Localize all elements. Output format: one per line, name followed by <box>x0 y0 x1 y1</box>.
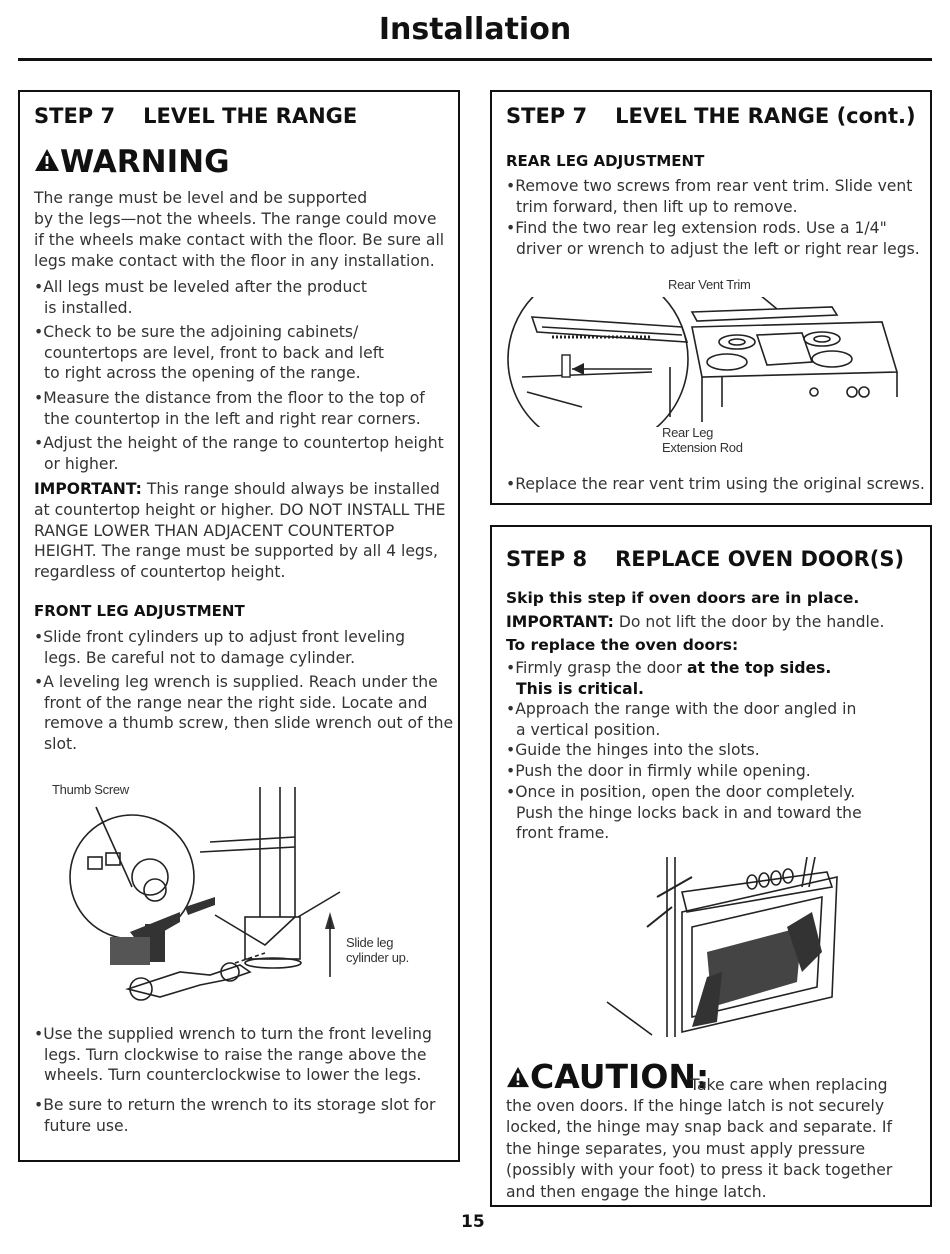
list-item: •Find the two rear leg extension rods. Use a 1/4" driver or wrench to adjust the left or right rear legs. <box>506 219 920 258</box>
important-note <box>506 612 926 633</box>
step8-panel <box>490 525 932 1207</box>
rear-leg-illustration <box>502 297 922 427</box>
list-item: •Use the supplied wrench to turn the front leveling legs. Turn clockwise to raise the range above the wheels. Turn counterclockwise to lower the legs. <box>34 1025 432 1084</box>
list-item: •A leveling leg wrench is supplied. Reach under the front of the range near the right side. Locate and remove a thumb screw, then slide wrench out of the slot. <box>34 673 454 753</box>
bullet-bold: This is critical. <box>516 679 644 698</box>
label-line: Rear Leg <box>662 425 714 440</box>
bullet-text: •Firmly grasp the door <box>506 659 682 677</box>
list-item: •Guide the hinges into the slots. <box>506 741 760 759</box>
list-item: •Once in position, open the door completely. Push the hinge locks back in and toward the front frame. <box>506 783 862 842</box>
warning-line: The range must be level and be supported <box>34 189 368 207</box>
step7-cont-panel <box>490 90 932 505</box>
step-name: LEVEL THE RANGE <box>143 104 358 128</box>
important-note <box>34 479 450 583</box>
warning-heading <box>34 144 230 180</box>
skip-note: Skip this step if oven doors are in place. <box>506 589 860 607</box>
oven-door-illustration <box>587 857 847 1047</box>
step-name: REPLACE OVEN DOOR(S) <box>615 547 905 571</box>
step7-heading <box>34 104 357 128</box>
front-leg-illustration <box>40 767 450 1002</box>
bullet-bold: at the top sides. <box>686 659 832 677</box>
step8-heading <box>506 547 904 571</box>
list-item: •Approach the range with the door angled in a vertical position. <box>506 700 857 739</box>
list-item: •Slide front cylinders up to adjust front leveling legs. Be careful not to damage cylinder. <box>34 628 406 667</box>
warning-line: legs make contact with the floor in any installation. <box>34 252 435 270</box>
list-item: •All legs must be leveled after the product is installed. <box>34 278 368 317</box>
list-item: •Push the door in firmly while opening. <box>506 762 811 780</box>
step-number: STEP 7 <box>34 104 116 128</box>
rear-vent-trim-label: Rear Vent Trim <box>668 277 751 292</box>
caution-label: CAUTION: <box>530 1057 710 1096</box>
warning-triangle-icon <box>506 1066 530 1088</box>
list-item <box>506 658 936 699</box>
page-title: Installation <box>378 12 572 47</box>
list-item: •Replace the rear vent trim using the original screws. <box>506 475 925 493</box>
rear-leg-heading: REAR LEG ADJUSTMENT <box>506 152 705 170</box>
caution-first-line: Take care when replacing <box>690 1076 888 1094</box>
important-label: IMPORTANT: <box>34 480 142 498</box>
replace-heading: To replace the oven doors: <box>506 636 739 654</box>
important-label: IMPORTANT: <box>506 613 614 631</box>
list-item: •Be sure to return the wrench to its storage slot for future use. <box>34 1096 436 1135</box>
step-number: STEP 8 <box>506 547 588 571</box>
caution-heading <box>506 1057 709 1096</box>
rear-leg-rod-label <box>662 425 743 455</box>
front-leg-heading: FRONT LEG ADJUSTMENT <box>34 602 245 620</box>
list-item: •Measure the distance from the floor to the top of the countertop in the left and right rear corners. <box>34 389 425 428</box>
important-text: Do not lift the door by the handle. <box>618 613 885 631</box>
warning-triangle-icon <box>34 148 60 172</box>
list-item: •Check to be sure the adjoining cabinets/ countertops are level, front to back and left to right across the opening of the range. <box>34 323 385 382</box>
warning-text <box>34 188 454 272</box>
step7-panel <box>18 90 460 1162</box>
label-line: Slide leg <box>346 935 394 950</box>
label-line: Extension Rod <box>662 440 743 455</box>
caution-text: the oven doors. If the hinge latch is not securely locked, the hinge may snap back and separate. If the hinge separates, you must apply pressure (possibly with your foot) to press it back together and then engage the hinge latch. <box>506 1097 893 1201</box>
step-number: STEP 7 <box>506 104 588 128</box>
thumb-screw-label: Thumb Screw <box>52 782 129 797</box>
header-rule <box>18 58 932 61</box>
warning-line: if the wheels make contact with the floor. Be sure all <box>34 231 445 249</box>
step-name: LEVEL THE RANGE (cont.) <box>615 104 916 128</box>
warning-label: WARNING <box>60 144 230 180</box>
page-number: 15 <box>461 1212 485 1232</box>
step7-cont-heading <box>506 104 916 128</box>
list-item: •Adjust the height of the range to countertop height or higher. <box>34 434 444 473</box>
page-header <box>0 0 950 62</box>
label-line: cylinder up. <box>346 950 409 965</box>
important-text: This range should always be installed at countertop height or higher. DO NOT INSTALL THE RANGE LOWER THAN ADJACENT COUNTERTOP HEIGHT. The range must be supported by all 4 legs, regardless of countertop height. <box>34 480 446 582</box>
list-item: •Remove two screws from rear vent trim. Slide vent trim forward, then lift up to remove. <box>506 177 913 216</box>
warning-line: by the legs—not the wheels. The range could move <box>34 210 437 228</box>
